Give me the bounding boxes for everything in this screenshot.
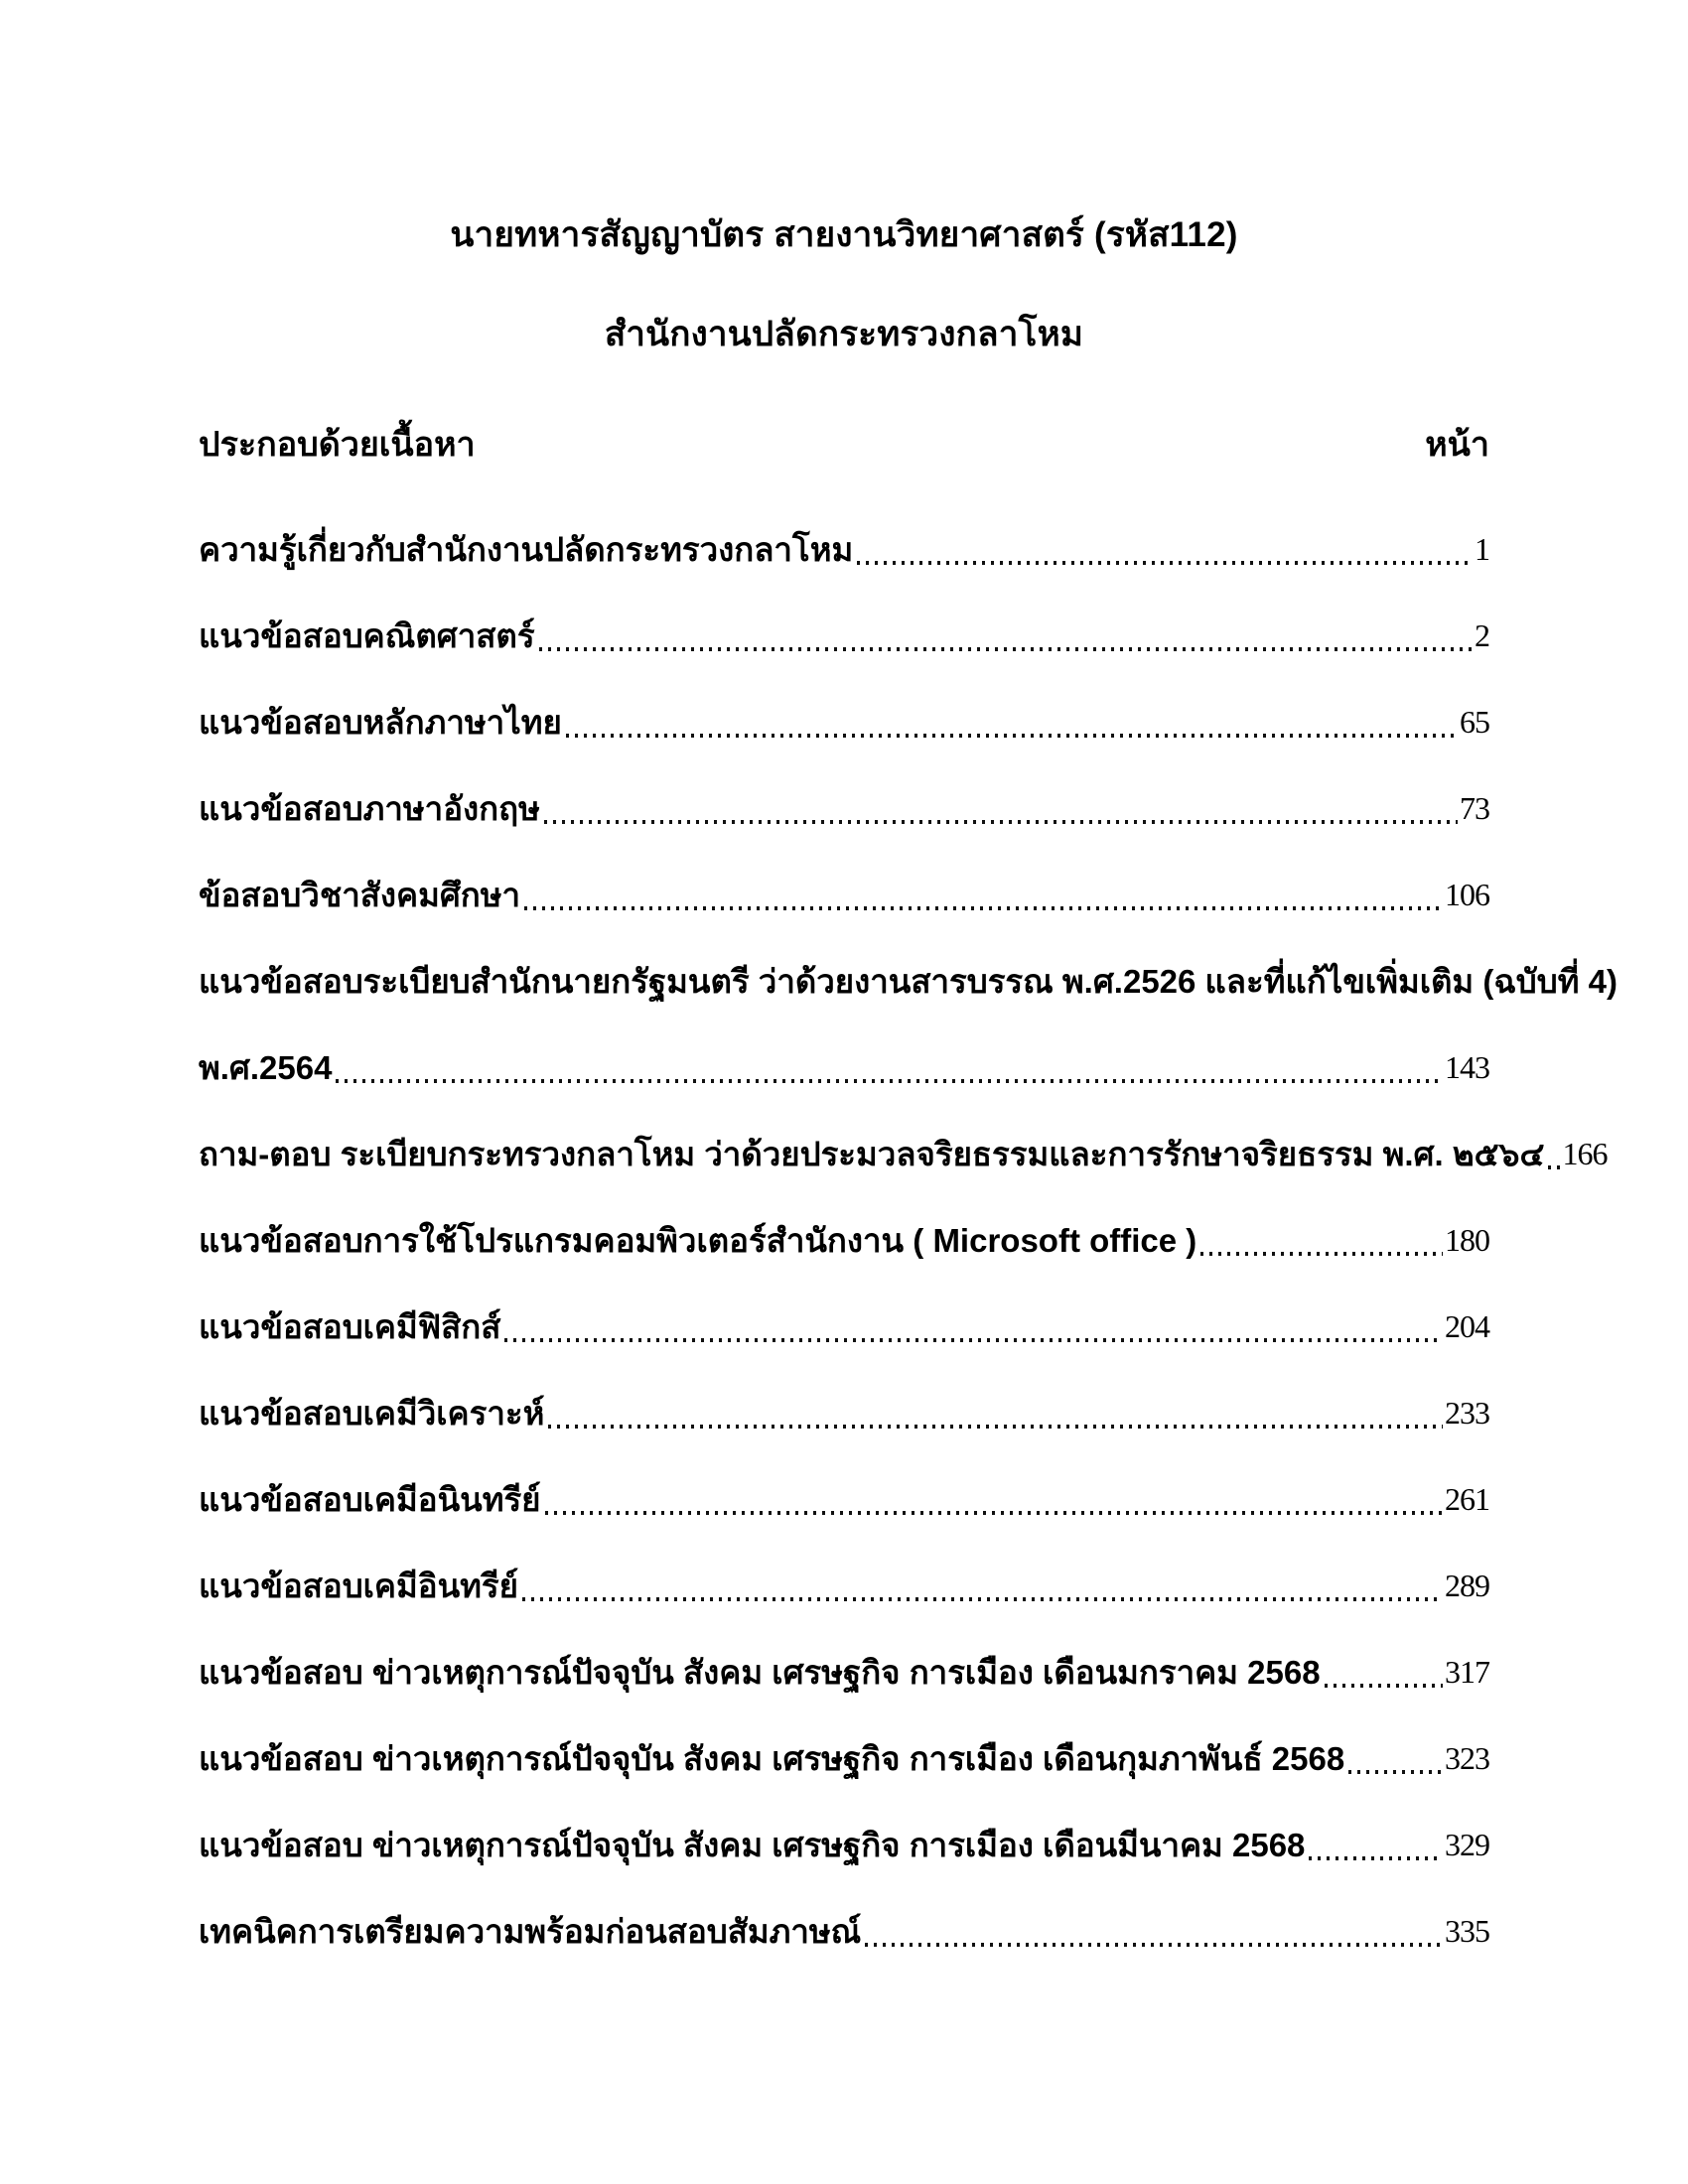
dot-leader bbox=[566, 734, 1458, 738]
toc-entry-title: แนวข้อสอบภาษาอังกฤษ bbox=[199, 790, 540, 827]
toc-entry-page: 106 bbox=[1445, 877, 1489, 912]
toc-entry bbox=[199, 593, 1489, 679]
toc-entry-page: 73 bbox=[1460, 790, 1489, 826]
toc-entry bbox=[199, 1284, 1489, 1370]
toc-entry-page: 335 bbox=[1445, 1913, 1489, 1949]
dot-leader bbox=[522, 1597, 1443, 1601]
dot-leader bbox=[548, 1425, 1443, 1429]
toc-entry-title: แนวข้อสอบ ข่าวเหตุการณ์ปัจจุบัน สังคม เศรษฐกิจ การเมือง เดือนมกราคม 2568 bbox=[199, 1654, 1321, 1691]
dot-leader bbox=[544, 820, 1458, 824]
toc-entry bbox=[199, 852, 1489, 938]
toc-entry-wrapped-line2 bbox=[199, 1024, 1489, 1111]
dot-leader bbox=[1200, 1252, 1443, 1256]
toc-page-column-label: หน้า bbox=[1425, 426, 1489, 464]
toc-entry-title: แนวข้อสอบเคมีอินทรีย์ bbox=[199, 1568, 518, 1604]
toc-entry bbox=[199, 1111, 1608, 1197]
toc-entry-title: แนวข้อสอบหลักภาษาไทย bbox=[199, 704, 562, 741]
toc-entry-title: แนวข้อสอบ ข่าวเหตุการณ์ปัจจุบัน สังคม เศรษฐกิจ การเมือง เดือนกุมภาพันธ์ 2568 bbox=[199, 1740, 1345, 1777]
toc-entry bbox=[199, 1629, 1489, 1715]
table-of-contents bbox=[199, 506, 1618, 1975]
toc-entry bbox=[199, 1802, 1489, 1888]
toc-entry-page: 143 bbox=[1445, 1049, 1489, 1085]
dot-leader bbox=[865, 1943, 1443, 1947]
toc-entry-title: เทคนิคการเตรียมความพร้อมก่อนสอบสัมภาษณ์ bbox=[199, 1913, 862, 1950]
toc-entry-page: 329 bbox=[1445, 1827, 1489, 1862]
toc-contents-label: ประกอบด้วยเนื้อหา bbox=[199, 426, 476, 464]
toc-entry-page: 180 bbox=[1445, 1222, 1489, 1258]
dot-leader bbox=[539, 647, 1473, 651]
toc-entry-page: 2 bbox=[1475, 617, 1489, 653]
toc-header bbox=[199, 421, 1489, 469]
toc-entry-title: แนวข้อสอบเคมีอนินทรีย์ bbox=[199, 1481, 541, 1518]
dot-leader bbox=[504, 1338, 1443, 1342]
toc-entry-page: 317 bbox=[1445, 1654, 1489, 1690]
toc-entry-page: 261 bbox=[1445, 1481, 1489, 1517]
toc-entry-page: 233 bbox=[1445, 1395, 1489, 1431]
dot-leader bbox=[1309, 1856, 1443, 1860]
toc-entry-page: 65 bbox=[1460, 704, 1489, 740]
toc-entry-title: แนวข้อสอบคณิตศาสตร์ bbox=[199, 617, 535, 654]
toc-entry-title: ข้อสอบวิชาสังคมศึกษา bbox=[199, 877, 521, 913]
toc-entry-page: 289 bbox=[1445, 1568, 1489, 1603]
toc-entry-title: แนวข้อสอบระเบียบสำนักนายกรัฐมนตรี ว่าด้วยงานสารบรรณ พ.ศ.2526 และที่แก้ไขเพิ่มเติม (ฉบับที่ 4) bbox=[199, 963, 1618, 1000]
dot-leader bbox=[524, 906, 1443, 910]
toc-entry bbox=[199, 1888, 1489, 1975]
toc-entry-title: แนวข้อสอบเคมีวิเคราะห์ bbox=[199, 1395, 545, 1432]
dot-leader bbox=[857, 561, 1473, 565]
document-subtitle: สำนักงานปลัดกระทรวงกลาโหม bbox=[604, 315, 1084, 353]
toc-entry bbox=[199, 1543, 1489, 1629]
toc-entry-wrapped-line1 bbox=[199, 938, 1618, 1024]
toc-entry bbox=[199, 506, 1489, 593]
toc-entry bbox=[199, 1715, 1489, 1802]
document-title: นายทหารสัญญาบัตร สายงานวิทยาศาสตร์ (รหัส112) bbox=[450, 215, 1238, 254]
toc-entry-page: 1 bbox=[1475, 531, 1489, 567]
dot-leader bbox=[545, 1511, 1443, 1515]
toc-entry bbox=[199, 1370, 1489, 1456]
toc-entry bbox=[199, 765, 1489, 852]
toc-entry-title: ความรู้เกี่ยวกับสำนักงานปลัดกระทรวงกลาโหม bbox=[199, 531, 854, 568]
toc-entry-page: 204 bbox=[1445, 1308, 1489, 1344]
toc-entry bbox=[199, 1197, 1489, 1284]
toc-entry-title: แนวข้อสอบการใช้โปรแกรมคอมพิวเตอร์สำนักงาน ( Microsoft office ) bbox=[199, 1222, 1197, 1259]
toc-entry-title: ถาม-ตอบ ระเบียบกระทรวงกลาโหม ว่าด้วยประมวลจริยธรรมและการรักษาจริยธรรม พ.ศ. ๒๕๖๔ bbox=[199, 1136, 1545, 1172]
toc-entry-title: แนวข้อสอบเคมีฟิสิกส์ bbox=[199, 1308, 501, 1345]
toc-entry bbox=[199, 679, 1489, 765]
toc-entry-page: 323 bbox=[1445, 1740, 1489, 1776]
dot-leader bbox=[1325, 1684, 1443, 1688]
toc-entry-page: 166 bbox=[1562, 1136, 1608, 1171]
toc-entry-title-continuation: พ.ศ.2564 bbox=[199, 1049, 333, 1086]
dot-leader bbox=[1348, 1770, 1443, 1774]
toc-entry-title: แนวข้อสอบ ข่าวเหตุการณ์ปัจจุบัน สังคม เศรษฐกิจ การเมือง เดือนมีนาคม 2568 bbox=[199, 1827, 1306, 1863]
dot-leader bbox=[336, 1079, 1443, 1083]
dot-leader bbox=[1548, 1165, 1560, 1169]
toc-entry bbox=[199, 1456, 1489, 1543]
